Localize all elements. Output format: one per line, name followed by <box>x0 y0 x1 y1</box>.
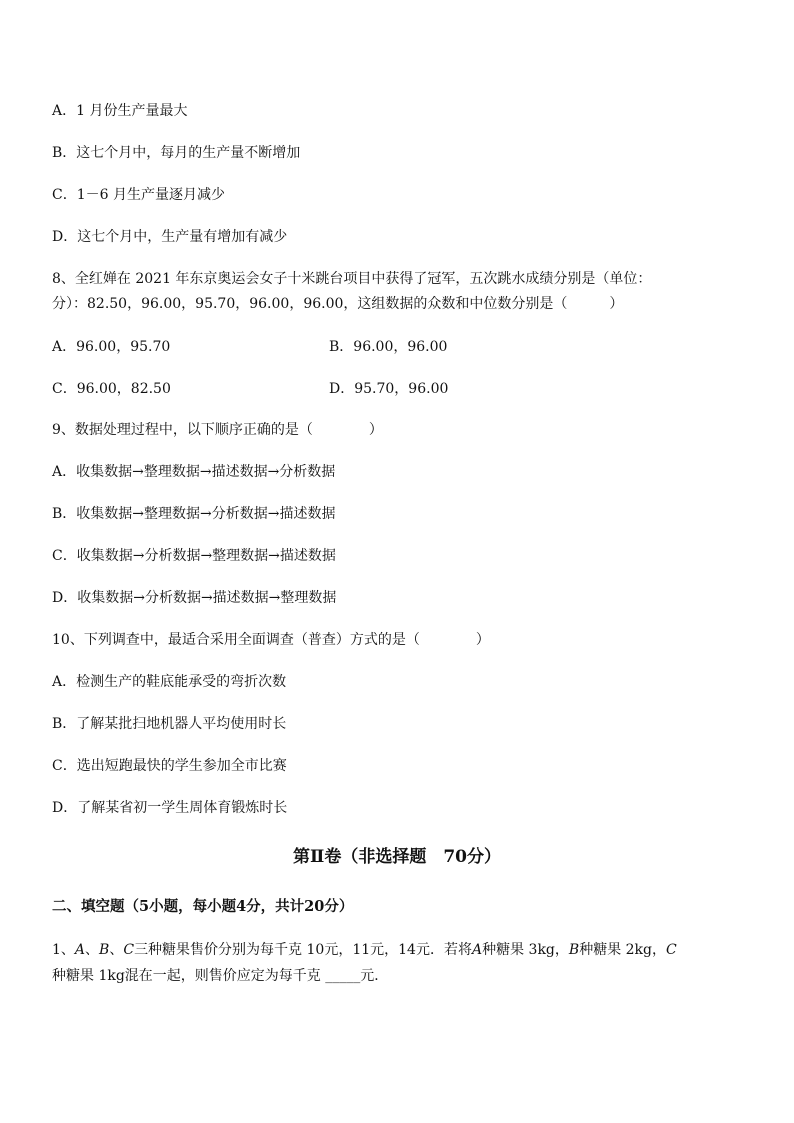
fill1-letter-b: B <box>99 942 110 958</box>
fill1-sep1: 、 <box>85 942 100 958</box>
q8-option-b: B．96.00，96.00 <box>329 339 448 355</box>
q7-option-c: C．1－6 月生产量逐月减少 <box>52 187 225 203</box>
fill1-text3: 种糖果 3kg， <box>482 942 569 958</box>
fill1-letter-c: C <box>123 942 135 958</box>
q8-option-c: C．96.00，82.50 <box>52 381 171 397</box>
q10-option-a: A．检测生产的鞋底能承受的弯折次数 <box>52 674 287 690</box>
q8-stem-line1: 8、全红婵在 2021 年东京奥运会女子十米跳台项目中获得了冠军，五次跳水成绩分别是（单位： <box>52 271 652 287</box>
fill1-prefix: 1、 <box>52 942 75 958</box>
fill1-text5: 种糖果 2kg， <box>579 942 667 958</box>
fill1-line2: 种糖果 1kg混在一起，则售价应定为每千克 _____元． <box>52 968 389 984</box>
fill1-text1: 三种糖果售价分别为每千克 10元，11元，14元．若将 <box>134 942 472 958</box>
q9-option-b: B．收集数据→整理数据→分析数据→描述数据 <box>52 506 336 522</box>
part2-title: 第Ⅱ卷（非选择题 70分） <box>293 847 501 867</box>
fill-blank-section-heading: 二、填空题（5小题，每小题4分，共计20分） <box>52 898 354 915</box>
fill1-letter-a: A <box>74 942 86 958</box>
fill1-line1 <box>52 940 677 960</box>
q7-option-a: A．1 月份生产量最大 <box>52 103 188 119</box>
q9-option-c: C．收集数据→分析数据→整理数据→描述数据 <box>52 548 336 564</box>
q10-option-c: C．选出短跑最快的学生参加全市比赛 <box>52 758 287 774</box>
q10-option-b: B．了解某批扫地机器人平均使用时长 <box>52 716 287 732</box>
q7-option-d: D．这七个月中，生产量有增加有减少 <box>52 229 288 245</box>
q9-option-d: D．收集数据→分析数据→描述数据→整理数据 <box>52 590 337 606</box>
q9-option-a: A．收集数据→整理数据→描述数据→分析数据 <box>52 464 336 480</box>
fill1-text4-b: B <box>568 942 580 958</box>
q10-option-d: D．了解某省初一学生周体育锻炼时长 <box>52 800 288 816</box>
q10-stem: 10、下列调查中，最适合采用全面调查（普查）方式的是（ ） <box>52 632 490 648</box>
q8-option-d: D．95.70，96.00 <box>329 381 449 397</box>
q7-option-b: B．这七个月中，每月的生产量不断增加 <box>52 145 301 161</box>
fill1-text2-a: A <box>471 942 483 958</box>
q8-stem-line2: 分）：82.50，96.00，95.70，96.00，96.00，这组数据的众数和中位数分别是（ ） <box>52 296 624 312</box>
fill1-text6-c: C <box>666 942 677 958</box>
fill1-sep2: 、 <box>109 942 124 958</box>
q8-option-a: A．96.00，95.70 <box>52 339 171 355</box>
q9-stem: 9、数据处理过程中，以下顺序正确的是（ ） <box>52 422 383 438</box>
